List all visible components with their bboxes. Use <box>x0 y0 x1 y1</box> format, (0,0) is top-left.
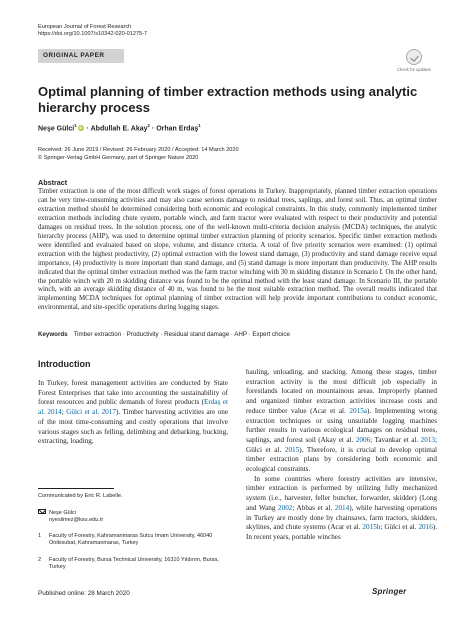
citation-link[interactable]: 2015b <box>362 523 381 532</box>
intro-paragraph-left: In Turkey, forest management activities are conducted by State Forest Enterprises that take into accounting the sustainability of forest resources and public demands of forest products (Erdaş et al. 2014; Gülci et al. 2017). Timber harvesting activities are one of the most time-consuming and costly operations that involve various stages such as felling, delimbing and debarking, bucking, extracting, loading, <box>38 379 229 446</box>
corresponding-author <box>38 509 103 524</box>
article-type-banner: ORIGINAL PAPER <box>38 49 124 63</box>
envelope-icon <box>38 509 46 514</box>
footnote-divider <box>38 488 114 489</box>
author-affiliation-mark: 1 <box>198 123 201 128</box>
check-updates-label: Check for updates <box>397 67 431 72</box>
citation-link[interactable]: 2016 <box>418 523 433 532</box>
abstract-heading: Abstract <box>38 178 68 187</box>
citation-link[interactable]: Erdaş et al. 2014 <box>38 398 228 417</box>
author-name[interactable]: Neşe Gülci <box>38 125 75 133</box>
keywords-list: Timber extraction · Productivity · Residual stand damage · AHP · Expert choice <box>73 331 290 338</box>
citation-link[interactable]: 2015a <box>349 406 367 415</box>
author-name[interactable]: Orhan Erdaş <box>156 125 199 133</box>
author-affiliation-mark: 2 <box>147 123 150 128</box>
citation-link[interactable]: 2015 <box>284 445 300 454</box>
intro-paragraph: In some countries where forestry activities are intensive, timber extraction is performed by utilizing fully mechanized system (i.e., harvester, feller buncher, forwarder, skidder) (Long and Wang 2002; Abbas et al. 2014), while harvesting operations in Turkey are mostly done by chainsaws, farm tractors, skidders, skylines, and chute systems (Acar et al. 2015b; Gülci et al. 2016). In recent years, portable winches <box>246 474 438 541</box>
citation-link[interactable]: 2013 <box>420 435 436 444</box>
citation-link[interactable]: Gülci et al. 2017 <box>66 408 116 417</box>
article-history: Received: 26 June 2019 / Revised: 26 February 2020 / Accepted: 14 March 2020 <box>38 147 239 153</box>
author-name[interactable]: Abdullah E. Akay <box>90 125 148 133</box>
published-online: Published online: 28 March 2020 <box>38 590 130 597</box>
citation-link[interactable]: 2002 <box>278 503 293 512</box>
abstract-text: Timber extraction is one of the most difficult work stages of forest operations in Turkey. Inappropriately, planned timber extraction operations can be very time-consuming activities and may also cause serious damage to residual trees, saplings, and forest soil. Thus, an optimal timber extraction method should be determined considering both economic and ecological constraints. In this study, commonly implemented timber extraction methods including chute system, portable winch, and farm tractor were evaluated with respect to their productivity and potential damages on residual trees. In the solution process, one of the well-known multi-criteria decision analysis (MCDA) techniques, the analytic hierarchy process (AHP), was used to determine optimal timber extraction planning of priority scenarios. Specific timber extraction methods were identified and evaluated based on slope, volume, and distance criteria. A total of five priority scenarios were examined: (1) optimal extraction with the highest productivity, (2) optimal extraction with the lowest stand damage, (3) productivity and stand damage receive equal importance, (4) productivity is more important than stand damage, and (5) stand damage is more important than productivity. The AHP results indicated that the optimal timber extraction method was the farm tractor winching with 30 m skidding distance in Scenario I. On the other hand, the portable winch with 20 m skidding distance was found to be the optimal method with the least stand damage. In Scenario III, the portable winch, with an average skidding distance of 40 m, was found to be the most suitable extraction method. The overall results indicated that implementing MCDA techniques for optimal planning of timber extraction will help provide important contributions to conduct economic, environmental, and site-specific operations during logging stages. <box>38 188 437 312</box>
journal-name: European Journal of Forest Research <box>38 24 132 30</box>
journal-header <box>38 24 147 39</box>
affiliation-number: 1 <box>38 533 42 539</box>
author-affiliation-mark: 1 <box>74 123 77 128</box>
affiliation-2 <box>38 557 228 571</box>
affiliation-number: 2 <box>38 557 42 563</box>
contact-email[interactable]: nyesilmez@ksu.edu.tr <box>49 517 104 524</box>
intro-column-right <box>246 368 437 543</box>
check-for-updates[interactable] <box>392 49 436 72</box>
affiliation-1 <box>38 533 228 547</box>
doi-link[interactable]: https://doi.org/10.1007/s10342-020-01275-7 <box>38 31 148 38</box>
contact-name: Neşe Gülci <box>49 510 76 516</box>
citation-link[interactable]: 2006 <box>355 435 371 444</box>
communicated-by: Communicated by Eric R. Labelle. <box>38 493 123 499</box>
copyright-line: © Springer-Verlag GmbH Germany, part of Springer Nature 2020 <box>38 154 199 161</box>
citation-link[interactable]: 2014 <box>334 503 350 512</box>
article-dates <box>38 147 239 162</box>
keywords-heading: Keywords <box>38 331 68 338</box>
intro-paragraph: hauling, unloading, and stacking. Among these stages, timber extraction activity is the most difficult job especially in forestlands located on mountainous areas. Improperly planned and organized timber extraction activities increase costs and reduce timber value (Acar et al. 2015a). Implementing wrong extraction techniques or using unsuitable logging machines further results in various ecological damages on residual trees, saplings, and forest soil (Akay et al. 2006; Tavankar et al. 2013; Gülci et al. 2015). Therefore, it is crucial to develop optimal timber extraction plans by considering both economic and ecological constraints. <box>246 368 438 474</box>
section-heading-introduction: Introduction <box>38 359 91 369</box>
author-list: Neşe Gülci$^1$ iD · Abdullah E. Akay$^2$ · Orhan Erdaş$^1$ <box>38 123 201 133</box>
article-title: Optimal planning of timber extraction methods using analytic hierarchy process <box>38 84 418 115</box>
affiliation-text: Faculty of Forestry, Kahramanmaras Sutcu Imam University, 46040 Onikisubat, Kahramanmaras, Turkey <box>49 533 213 547</box>
affiliation-text: Faculty of Forestry, Bursa Technical University, 16310 Yıldırım, Bursa, Turkey <box>49 557 219 571</box>
check-updates-icon <box>406 49 422 65</box>
springer-logo: Springer <box>372 587 407 596</box>
orcid-icon[interactable]: iD <box>78 125 83 131</box>
keywords <box>38 331 437 338</box>
